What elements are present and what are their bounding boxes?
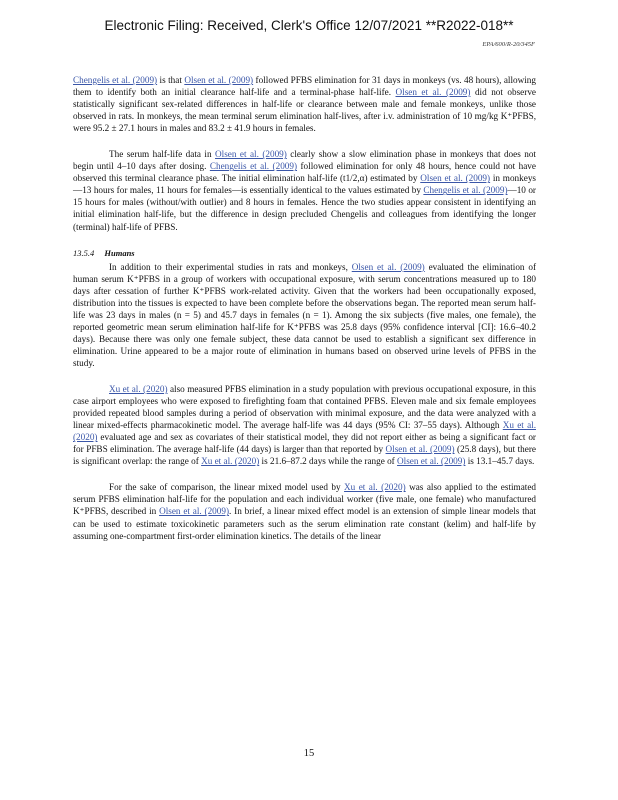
paragraph-text: did not observe statistically significant sex-related differences in half-life or clearance between male and female monkeys, unlike those observed in rats. In monkeys, the mean terminal serum elimination half-lives, after i.v. administration of 10 mg/kg K⁺PFBS, were 95.2 ± 27.1 hours in males and 83.2 ± 41.9 hours in females. (73, 87, 536, 134)
paragraph-text: . In brief, a linear mixed effect model is an extension of simple linear models that can be used to estimate toxicokinetic parameters such as the serum elimination rate constant (kelim) and half-life by assuming one-compartment first-order elimination kinetics. The details of the linear (73, 506, 536, 541)
paragraph-text: evaluated the elimination of human serum K⁺PFBS in a group of workers with occupational exposure, with serum concentrations measured up to 180 days after cessation of further K⁺PFBS work-related activity. Given that the workers had been occupationally exposed, distribution into the tissues is expected to have been complete before the observations began. The reported mean serum half-life was 23 days in males (n = 5) and 45.7 days in females (n = 1). Among the six subjects (five males, one female), the reported geometric mean serum elimination half-life for K⁺PFBS was 25.8 days (95% confidence interval [CI]: 16.6–40.2 days). Because there was only one female subject, these data cannot be used to establish a significant sex difference in elimination. Urine appeared to be a major route of elimination in humans based on observed urine levels of PFBS in the study. (73, 261, 536, 368)
citation-link[interactable]: Olsen et al. (2009) (420, 173, 491, 184)
filing-header: Electronic Filing: Received, Clerk's Office 12/07/2021 **R2022-018** (104, 18, 514, 33)
document-id: EPA/600/R-20/345F (482, 41, 535, 48)
paragraph-text: evaluated age and sex as covariates of their statistical model, they did not report either as being a significant fact or for PFBS elimination. The average half-life (44 days) is larger than that reported by (73, 432, 536, 455)
paragraph (73, 481, 536, 541)
citation-link[interactable]: Olsen et al. (2009) (385, 444, 455, 455)
citation-link[interactable]: Xu et al. (2020) (344, 482, 406, 493)
paragraph (73, 148, 536, 232)
citation-link[interactable]: Xu et al. (2020) (109, 384, 168, 395)
page-number: 15 (303, 748, 315, 759)
paragraph-text: is that (157, 75, 185, 85)
paragraph (73, 383, 536, 467)
citation-link[interactable]: Chengelis et al. (2009) (73, 75, 158, 85)
paragraph-text: For the sake of comparison, the linear mixed model used by (109, 482, 345, 493)
paragraph-text: clearly show a slow elimination phase in monkeys that does not begin until 4–10 days after dosing. (73, 149, 536, 172)
paragraph-text: was also applied to the estimated serum PFBS elimination half-life for the population and each individual worker (five male, one female) who manufactured K⁺PFBS, described in (73, 482, 536, 517)
citation-link[interactable]: Chengelis et al. (2009) (209, 161, 298, 172)
document-body (73, 74, 536, 556)
citation-link[interactable]: Olsen et al. (2009) (184, 75, 254, 85)
citation-link[interactable]: Chengelis et al. (2009) (423, 185, 508, 196)
citation-link[interactable]: Olsen et al. (2009) (397, 456, 466, 467)
paragraph-text: also measured PFBS elimination in a study population with previous occupational exposure, in this case airport employees who were exposed to firefighting foam that contained PFBS. Eleven male and six female employees provided repeated blood samples during a period of observation with minimal exposure, and the data were analyzed with a linear mixed-effects pharmacokinetic model. The average half-life was 44 days (95% CI: 37–55 days). Although (73, 384, 536, 431)
paragraph-text: (25.8 days), but there is significant overlap: the range of (73, 444, 536, 467)
citation-link[interactable]: Olsen et al. (2009) (351, 261, 425, 272)
citation-link[interactable]: Xu et al. (2020) (73, 420, 536, 443)
paragraph-text: followed elimination for only 48 hours, hence could not have observed this terminal clearance phase. The initial elimination half-life (t1/2,α) estimated by (73, 161, 536, 184)
citation-link[interactable]: Olsen et al. (2009) (159, 506, 230, 517)
paragraph-text: in monkeys—13 hours for males, 11 hours for females—is essentially identical to the values estimated by (73, 173, 536, 196)
paragraph (73, 74, 536, 134)
paragraph-text: followed PFBS elimination for 31 days in monkeys (vs. 48 hours), allowing them to identify both an initial clearance half-life and a terminal-phase half-life. (73, 75, 536, 98)
citation-link[interactable]: Xu et al. (2020) (201, 456, 260, 467)
paragraph-text: —10 or 15 hours for males (without/with outlier) and 8 hours in females. Hence the two studies appear consistent in identifying an initial elimination half-life, but the difference in design precluded Chengelis and colleagues from identifying the longer (terminal) half-life of PFBS. (73, 185, 536, 232)
paragraph-text: is 21.6–87.2 days while the range of (259, 456, 398, 467)
section-heading (73, 247, 536, 259)
section-number: 13.5.4 (73, 247, 95, 258)
paragraph-text: In addition to their experimental studies in rats and monkeys, (109, 261, 352, 272)
section-title: Humans (104, 247, 135, 258)
citation-link[interactable]: Olsen et al. (2009) (395, 87, 471, 98)
paragraph-text: The serum half-life data in (109, 149, 215, 160)
paragraph (73, 261, 536, 369)
citation-link[interactable]: Olsen et al. (2009) (215, 149, 287, 160)
paragraph-text: is 13.1–45.7 days. (465, 456, 535, 467)
